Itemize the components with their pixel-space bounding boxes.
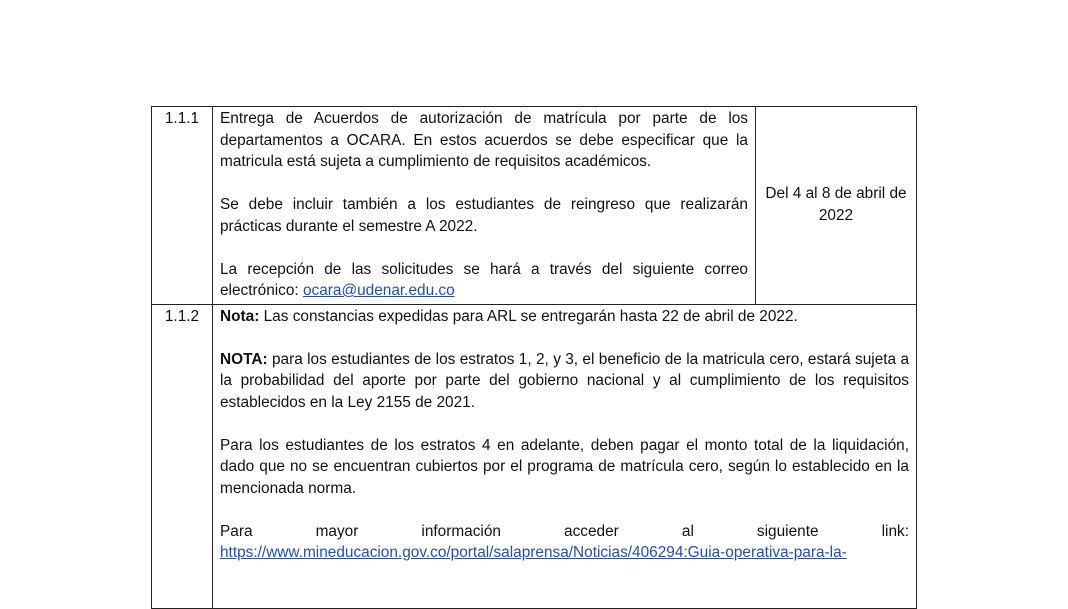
schedule-table bbox=[151, 106, 917, 609]
email-intro-text: La recepción de las solicitudes se hará a través del siguiente correo electrónico: bbox=[220, 260, 748, 299]
paragraph bbox=[220, 349, 909, 414]
email-link[interactable]: ocara@udenar.edu.co bbox=[302, 282, 455, 299]
url-line bbox=[220, 542, 909, 564]
paragraph bbox=[220, 259, 748, 302]
info-link[interactable]: https://www.mineducacion.gov.co/portal/salaprensa/Noticias/406294:Guia-operativa-para-la- bbox=[220, 544, 847, 561]
row-description bbox=[213, 107, 756, 305]
row-date: Del 4 al 8 de abril de 2022 bbox=[756, 107, 917, 305]
note-label: NOTA: bbox=[220, 350, 268, 368]
note-label: Nota: bbox=[220, 307, 260, 325]
more-info-text: Para mayor información acceder al siguiente link: bbox=[220, 522, 909, 540]
paragraph: Se debe incluir también a los estudiantes de reingreso que realizarán prácticas durante el semestre A 2022. bbox=[220, 196, 748, 235]
note-text: Las constancias expedidas para ARL se entregarán hasta 22 de abril de 2022. bbox=[259, 307, 798, 325]
note-text: para los estudiantes de los estratos 1, 2, y 3, el beneficio de la matricula cero, estará sujeta a la probabilidad del aporte por parte del gobierno nacional y al cumplimiento de los requisitos establecidos en la Ley 2155 de 2021. bbox=[220, 350, 909, 411]
table-row bbox=[152, 107, 917, 305]
table-row bbox=[152, 304, 917, 608]
row-number: 1.1.2 bbox=[152, 304, 213, 608]
row-description bbox=[213, 304, 917, 608]
row-number: 1.1.1 bbox=[152, 107, 213, 305]
paragraph: Entrega de Acuerdos de autorización de matrícula por parte de los departamentos a OCARA. En estos acuerdos se debe especificar que la matricula está sujeta a cumplimiento de requisitos académicos. bbox=[220, 110, 748, 170]
paragraph bbox=[220, 306, 909, 328]
paragraph: Para los estudiantes de los estratos 4 en adelante, deben pagar el monto total de la liquidación, dado que no se encuentran cubiertos por el programa de matrícula cero, según lo establecido en la mencionada norma. bbox=[220, 436, 909, 497]
